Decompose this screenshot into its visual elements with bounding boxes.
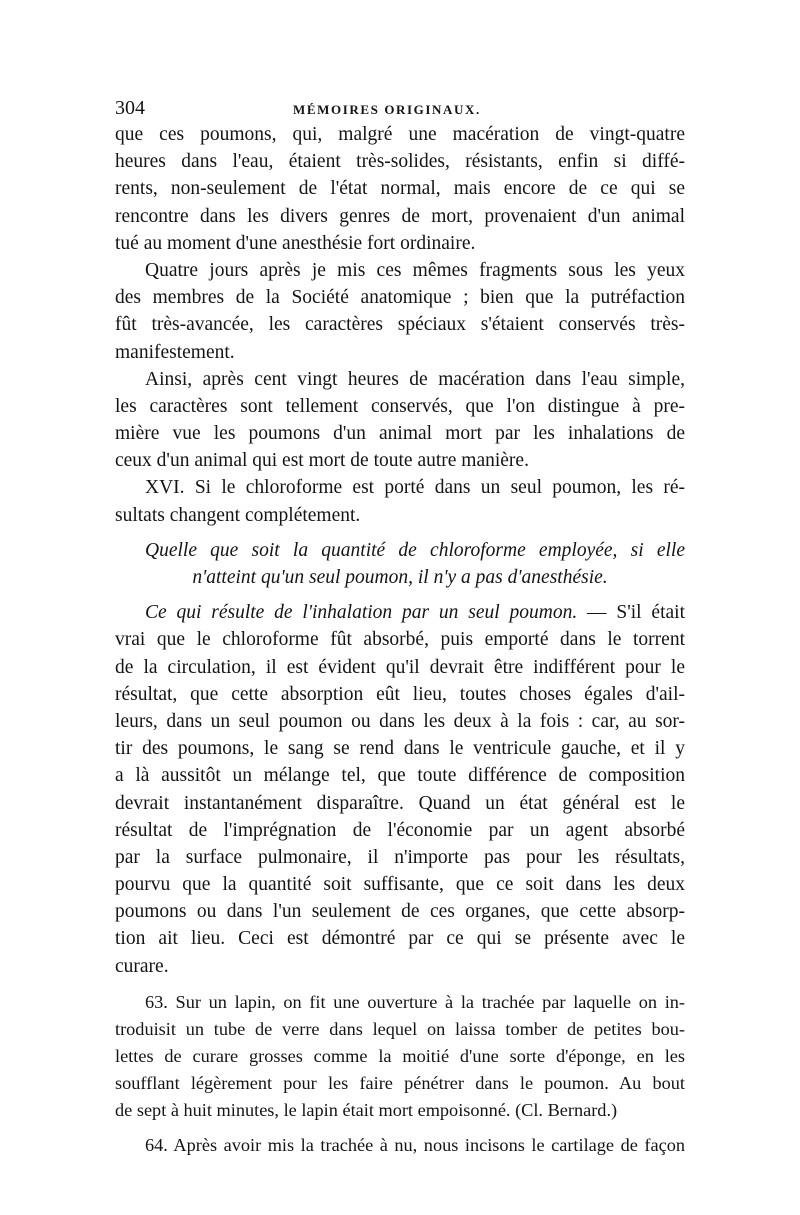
text-line: des membres de la Société anatomique ; bien que la putréfaction [115,287,685,309]
section-lead: Ce qui résulte de l'inhalation par un seul poumon. [145,602,578,624]
text-line: curare. [115,955,169,977]
text-line: rencontre dans les divers genres de mort, provenaient d'un animal [115,205,685,227]
text-line: rents, non-seulement de l'état normal, mais encore de ce qui se [115,178,685,200]
text-line: lettes de curare grosses comme la moitié d'une sorte d'éponge, en les [115,1045,685,1066]
text-line: heures dans l'eau, étaient très-solides, résistants, enfin si diffé- [115,151,685,173]
text-line: poumons ou dans l'un seulement de ces organes, que cette absorp- [115,901,685,923]
text-line: de sept à huit minutes, le lapin était mort empoisonné. (Cl. Bernard.) [115,1099,618,1120]
text-line: tion ait lieu. Ceci est démontré par ce qui se présente avec le [115,928,685,950]
paragraph-3 [115,366,685,475]
text-line: soufflant légèrement pour les faire pénétrer dans le poumon. Au bout [115,1072,685,1093]
text-line: fût très-avancée, les caractères spéciaux s'étaient conservés très- [115,314,685,336]
lead-continuation: — S'il était [577,602,685,624]
paragraph-5 [115,599,685,980]
paragraph-4 [115,474,685,528]
text-line: manifestement. [115,341,235,363]
italic-heading [115,537,685,591]
text-line: mière vue les poumons d'un animal mort par les inhalations de [115,423,685,445]
text-line: de la circulation, il est évident qu'il devrait être indifférent pour le [115,656,685,678]
text-line: tué au moment d'une anesthésie fort ordinaire. [115,232,476,254]
text-line [115,599,685,626]
text-line: les caractères sont tellement conservés, que l'on distingue à pre- [115,395,685,417]
text-line: tir des poumons, le sang se rend dans le ventricule gauche, et il y [115,738,685,760]
text-line: 64. Après avoir mis la trachée à nu, nous incisons le cartilage de façon [145,1134,685,1155]
text-line: par la surface pulmonaire, il n'importe pas pour les résultats, [115,846,685,868]
text-line: résultat de l'imprégnation de l'économie par un agent absorbé [115,819,685,841]
text-line: ceux d'un animal qui est mort de toute autre manière. [115,450,529,472]
text-line: vrai que le chloroforme fût absorbé, puis emporté dans le torrent [115,629,685,651]
text-line: devrait instantanément disparaître. Quand un état général est le [115,792,685,814]
heading-line: n'atteint qu'un seul poumon, il n'y a pas d'anesthésie. [192,567,608,588]
paragraph-1 [115,121,685,257]
text-line: troduisit un tube de verre dans lequel on laissa tomber de petites bou- [115,1018,685,1039]
heading-line: Quelle que soit la quantité de chloroforme employée, si elle [145,539,685,561]
text-line: Ainsi, après cent vingt heures de macération dans l'eau simple, [145,368,685,390]
text-line: résultat, que cette absorption eût lieu, toutes choses égales d'ail- [115,683,685,705]
text-line: 63. Sur un lapin, on fit une ouverture à la trachée par laquelle on in- [145,991,685,1012]
text-line: Quatre jours après je mis ces mêmes fragments sous les yeux [145,259,685,281]
page-body [115,121,685,1159]
page-number: 304 [115,97,145,119]
text-line: pourvu que la quantité soit suffisante, que ce soit dans les deux [115,874,685,896]
paragraph-2 [115,257,685,366]
text-line: XVI. Si le chloroforme est porté dans un seul poumon, les ré- [145,477,685,499]
running-title: MÉMOIRES ORIGINAUX. [293,102,481,117]
text-line: a là aussitôt un mélange tel, que toute différence de composition [115,765,685,787]
text-line: leurs, dans un seul poumon ou dans les deux à la fois : car, au sor- [115,710,685,732]
paragraph-7 [115,1132,685,1159]
text-line: que ces poumons, qui, malgré une macération de vingt-quatre [115,124,685,145]
paragraph-6 [115,989,685,1124]
text-line: sultats changent complétement. [115,504,361,526]
